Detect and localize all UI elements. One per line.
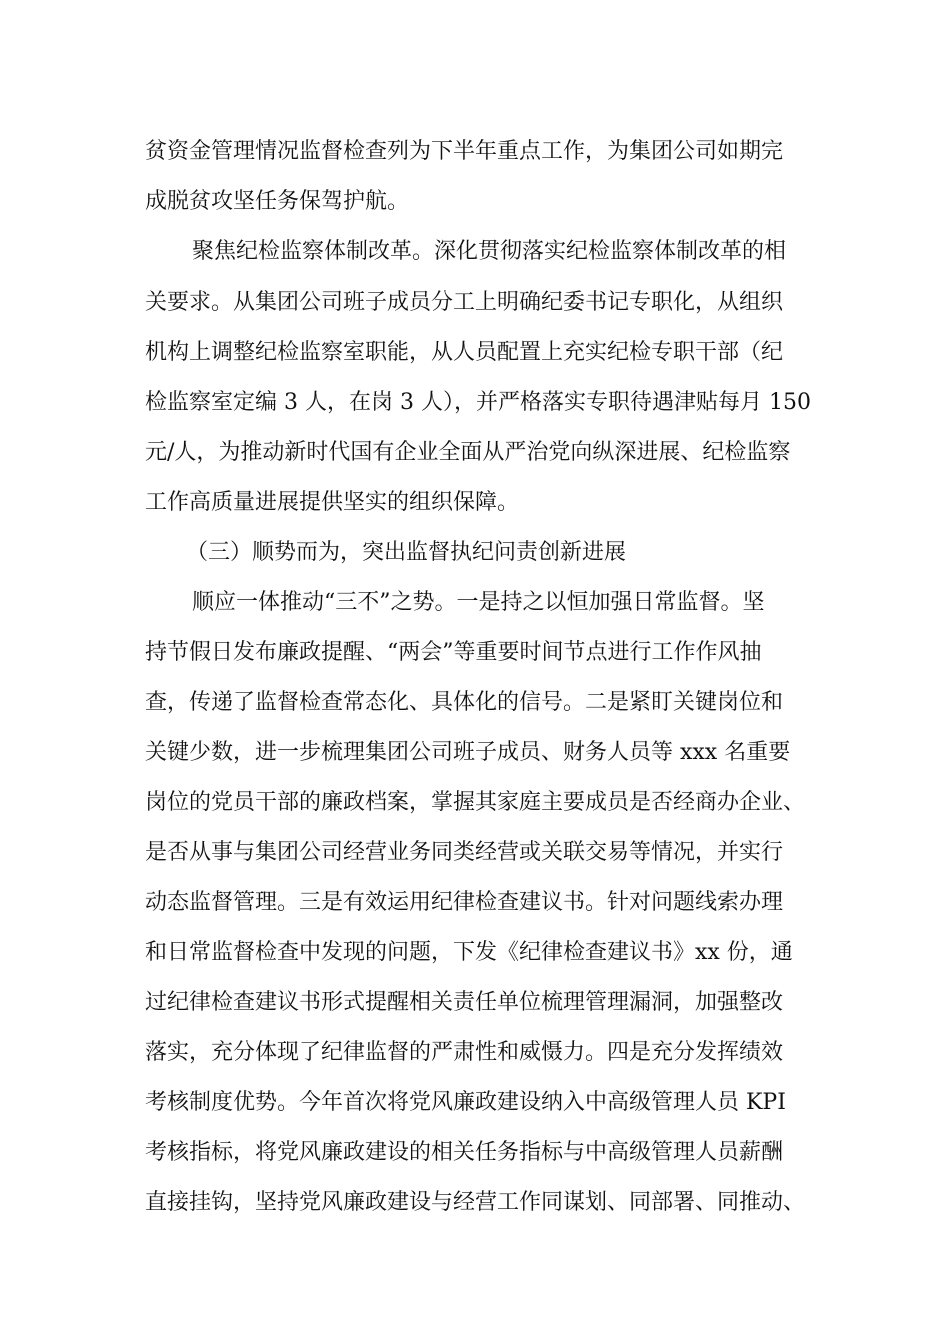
paragraph-line: 岗位的党员干部的廉政档案，掌握其家庭主要成员是否经商办企业、: [145, 790, 806, 815]
paragraph-line: 检监察室定编 3 人，在岗 3 人），并严格落实专职待遇津贴每月 150: [145, 390, 811, 415]
paragraph-line: 持节假日发布廉政提醒、“两会”等重要时间节点进行工作作风抽: [145, 640, 762, 665]
section-heading: （三）顺势而为，突出监督执纪问责创新进展: [186, 540, 627, 565]
paragraph-line: 动态监督管理。三是有效运用纪律检查建议书。针对问题线索办理: [145, 890, 784, 915]
paragraph-line: 考核制度优势。今年首次将党风廉政建设纳入中高级管理人员 KPI: [145, 1090, 786, 1115]
paragraph-line: 和日常监督检查中发现的问题，下发《纪律检查建议书》xx 份，通: [145, 940, 793, 965]
paragraph-line: 查，传递了监督检查常态化、具体化的信号。二是紧盯关键岗位和: [145, 690, 784, 715]
paragraph-line: 关要求。从集团公司班子成员分工上明确纪委书记专职化，从组织: [145, 290, 784, 315]
paragraph-line: 贫资金管理情况监督检查列为下半年重点工作，为集团公司如期完: [145, 139, 784, 164]
paragraph-line: 考核指标，将党风廉政建设的相关任务指标与中高级管理人员薪酬: [145, 1140, 784, 1165]
paragraph-line: 过纪律检查建议书形式提醒相关责任单位梳理管理漏洞，加强整改: [145, 990, 784, 1015]
paragraph-line: 关键少数，进一步梳理集团公司班子成员、财务人员等 xxx 名重要: [145, 740, 791, 765]
paragraph-line: 聚焦纪检监察体制改革。深化贯彻落实纪检监察体制改革的相: [192, 239, 787, 264]
paragraph-line: 直接挂钩，坚持党风廉政建设与经营工作同谋划、同部署、同推动、: [145, 1190, 806, 1215]
paragraph-line: 工作高质量进展提供坚实的组织保障。: [145, 490, 520, 515]
paragraph-line: 成脱贫攻坚任务保驾护航。: [145, 189, 410, 214]
paragraph-line: 落实，充分体现了纪律监督的严肃性和威慑力。四是充分发挥绩效: [145, 1040, 784, 1065]
paragraph-line: 元/人，为推动新时代国有企业全面从严治党向纵深进展、纪检监察: [145, 440, 791, 465]
paragraph-line: 是否从事与集团公司经营业务同类经营或关联交易等情况，并实行: [145, 840, 784, 865]
paragraph-line: 机构上调整纪检监察室职能，从人员配置上充实纪检专职干部（纪: [145, 340, 784, 365]
paragraph-line: 顺应一体推动“三不”之势。一是持之以恒加强日常监督。坚: [192, 590, 765, 615]
